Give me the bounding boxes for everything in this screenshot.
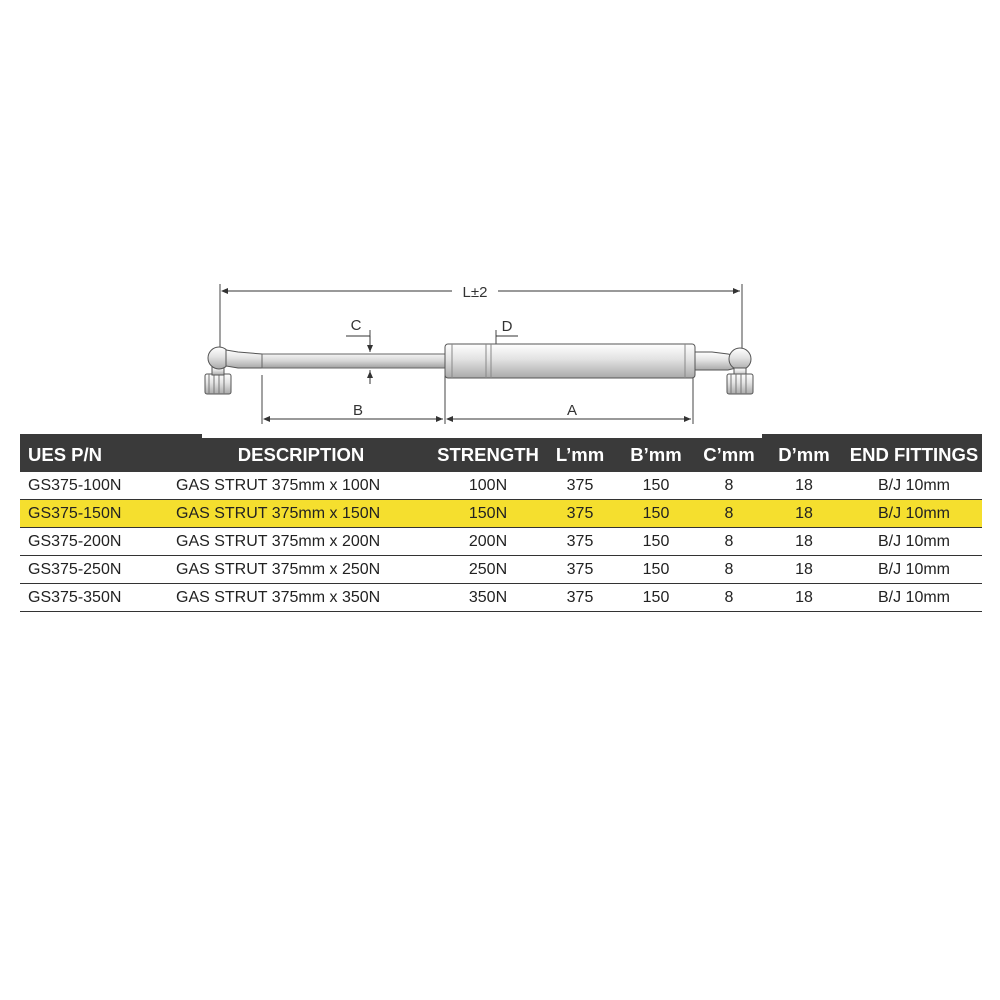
cell-l-mm: 375 [544,500,616,528]
spec-table [20,438,982,612]
cell-part-number: GS375-100N [28,476,122,494]
cell-c-mm: 8 [724,476,734,494]
overall-length-label: L±2 [462,284,488,301]
gas-strut-drawing [0,0,1000,440]
cell-b-mm: 150 [642,560,670,578]
cell-part-number: GS375-200N [28,532,122,550]
cell-c-mm: 8 [724,560,734,578]
table-header-row [20,438,982,472]
cell-l-mm: 375 [566,560,594,578]
cell-part-number: GS375-150N [20,500,170,528]
cell-strength: 100N [468,476,508,494]
cylinder-body [445,344,695,378]
cylinder-length-dimension [447,402,691,419]
cell-end-fittings: B/J 10mm [877,560,950,578]
cell-d-mm: 18 [795,532,813,550]
header-d-mm: D’mm [762,438,846,472]
cell-strength: 200N [468,532,508,550]
cell-d-mm: 18 [795,476,813,494]
cylinder-length-label: A [566,402,578,419]
cell-end-fittings: B/J 10mm [846,500,982,528]
cell-description: GAS STRUT 375mm x 350N [176,588,381,606]
cell-d-mm: 18 [795,588,813,606]
header-l-mm: L’mm [544,438,616,472]
cell-description: GAS STRUT 375mm x 100N [176,476,381,494]
header-c-mm: C’mm [696,438,762,472]
left-end-fitting [205,347,262,394]
piston-rod [262,354,446,368]
cell-c-mm: 8 [696,500,762,528]
header-description: DESCRIPTION [170,438,432,472]
rod-length-label: B [352,402,364,419]
cell-description: GAS STRUT 375mm x 150N [170,500,432,528]
cell-end-fittings: B/J 10mm [877,588,950,606]
cell-d-mm: 18 [762,500,846,528]
header-part-number: UES P/N [20,438,170,472]
cell-strength: 150N [432,500,544,528]
rod-diameter-dimension [346,317,370,384]
cell-c-mm: 8 [724,588,734,606]
cell-strength: 350N [468,588,508,606]
cell-b-mm: 150 [642,532,670,550]
header-strength: STRENGTH [432,438,544,472]
cell-l-mm: 375 [566,532,594,550]
cell-d-mm: 18 [795,560,813,578]
cylinder-diameter-label: D [501,318,513,335]
table-row [20,528,982,556]
cell-b-mm: 150 [642,476,670,494]
cell-description: GAS STRUT 375mm x 250N [176,560,381,578]
cell-part-number: GS375-350N [28,588,122,606]
cell-end-fittings: B/J 10mm [877,476,950,494]
rod-diameter-label: C [350,317,362,334]
cell-l-mm: 375 [566,588,594,606]
table-row [20,556,982,584]
table-row [20,584,982,612]
cell-c-mm: 8 [724,532,734,550]
cell-description: GAS STRUT 375mm x 200N [176,532,381,550]
header-b-mm: B’mm [616,438,696,472]
header-end-fittings: END FITTINGS [846,438,982,472]
cell-l-mm: 375 [566,476,594,494]
cell-b-mm: 150 [642,588,670,606]
cell-strength: 250N [468,560,508,578]
right-end-fitting [695,348,753,394]
overall-length-dimension [222,281,740,301]
table-row [20,472,982,500]
cell-part-number: GS375-250N [28,560,122,578]
cell-b-mm: 150 [616,500,696,528]
table-row [20,500,982,528]
cell-end-fittings: B/J 10mm [877,532,950,550]
rod-length-dimension [264,402,443,419]
